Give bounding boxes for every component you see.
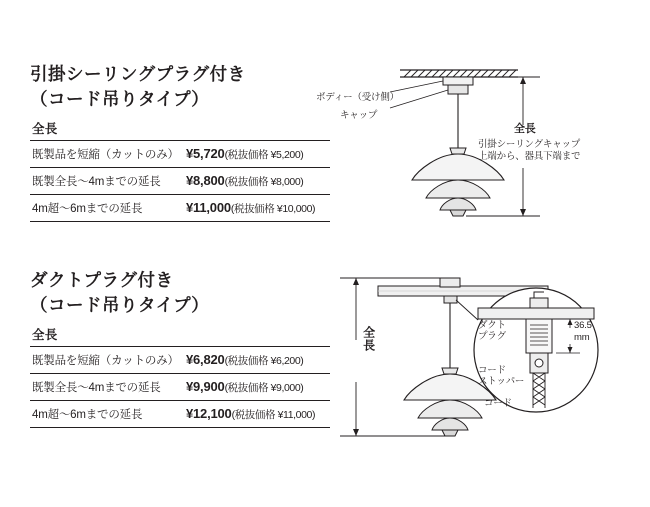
label-cord: コード [484,398,512,409]
section-1-title-line1: 引掛シーリングプラグ付き [30,64,246,84]
row-desc: 既製品を短縮（カットのみ） [32,354,179,367]
label-duct-plug-line2: プラグ [478,331,506,342]
label-total-length: 全長 [361,326,376,352]
diagram-2-svg [318,260,628,470]
row-desc: 4m超〜6mまでの延長 [32,408,143,421]
table-row [30,140,330,167]
label-note-line1: 引掛シーリングキャップ [478,139,581,150]
row-price-sub: (税抜価格 ¥11,000) [231,408,316,421]
table-row [30,400,330,427]
row-price-main: ¥6,820 [186,351,225,367]
section-duct-plug [30,268,330,428]
ceiling-hatch-icon [400,70,518,77]
section-2-sub-label: 全長 [32,327,58,342]
row-price [184,400,330,427]
row-price-main: ¥12,100 [186,405,232,421]
row-desc: 既製全長〜4mまでの延長 [32,381,161,394]
section-ceiling-plug [30,62,330,222]
row-price-sub: (税抜価格 ¥9,000) [224,381,304,394]
section-2-title-line2: （コード吊りタイプ） [30,294,210,315]
section-1-title-line2: （コード吊りタイプ） [30,88,210,109]
row-desc: 既製全長〜4mまでの延長 [32,175,161,188]
label-cap: キャップ [340,110,378,121]
label-total-length: 全長 [514,123,536,135]
diagram-duct-plug [318,260,628,470]
label-dim-value: 36.5 [574,320,592,331]
row-price [184,167,330,194]
label-cord-stopper-line2: ストッパー [478,376,525,387]
table-row [30,167,330,194]
section-1-price-table [30,140,330,222]
row-price [184,194,330,221]
row-price-sub: (税抜価格 ¥6,200) [224,354,304,367]
row-price [184,140,330,167]
ceiling-rosette-icon [443,77,473,94]
row-price-sub: (税抜価格 ¥8,000) [224,175,304,188]
diagram-ceiling-plug [318,50,628,250]
row-price [184,373,330,400]
label-dim-unit: mm [574,332,590,343]
section-1-title [30,62,330,112]
section-2-title [30,268,330,318]
row-price [184,346,330,373]
section-2-title-line1: ダクトプラグ付き [30,270,174,290]
row-desc: 4m超〜6mまでの延長 [32,202,143,215]
row-price-main: ¥11,000 [186,199,231,215]
row-price-main: ¥9,900 [186,378,225,394]
row-price-main: ¥5,720 [186,145,225,161]
row-desc: 既製品を短縮（カットのみ） [32,148,179,161]
table-row [30,194,330,221]
label-body: ボディー（受け側） [316,92,399,103]
table-row [30,346,330,373]
label-note-line2: 上端から、器具下端まで [478,151,581,162]
table-row [30,373,330,400]
row-price-sub: (税抜価格 ¥10,000) [230,202,316,215]
section-1-sub-label: 全長 [32,121,58,136]
label-cord-stopper-line1: コード [478,365,506,376]
row-price-sub: (税抜価格 ¥5,200) [224,148,304,161]
label-duct-plug-line1: ダクト [478,320,506,331]
row-price-main: ¥8,800 [186,172,225,188]
diagram-1-svg [318,50,628,250]
section-2-price-table [30,346,330,428]
